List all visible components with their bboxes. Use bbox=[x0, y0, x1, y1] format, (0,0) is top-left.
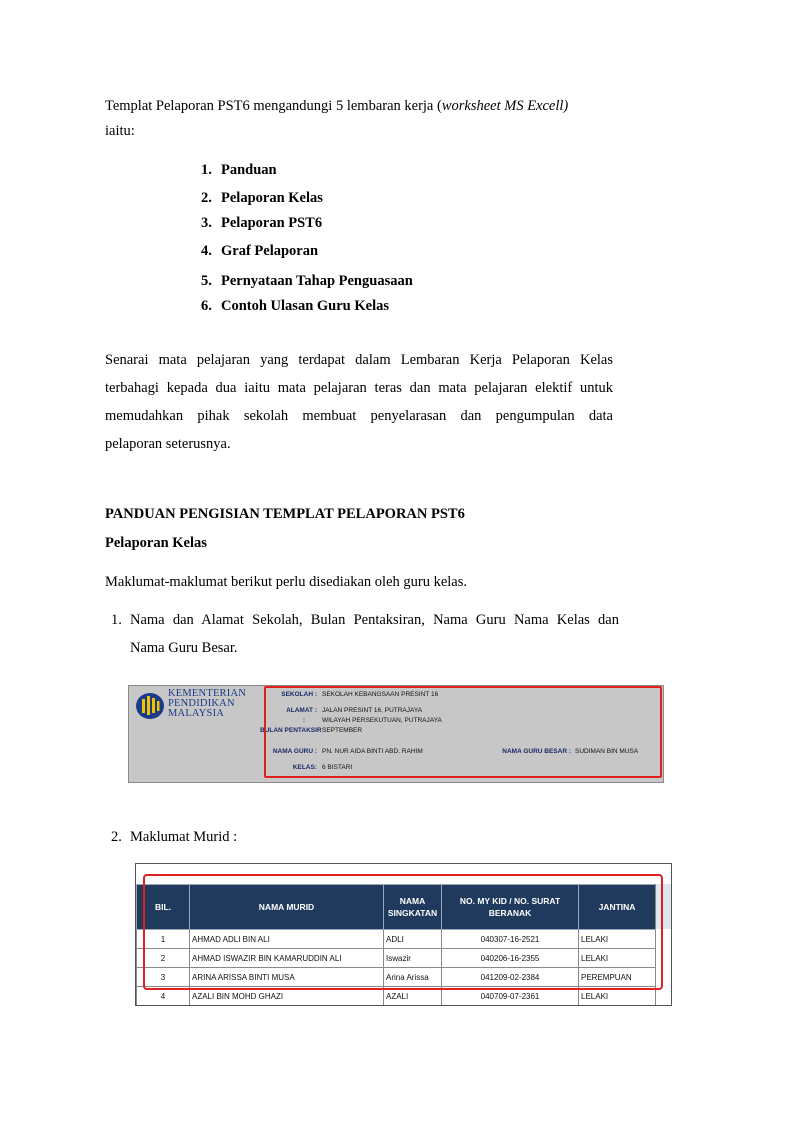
list-item: 5. Pernyataan Tahap Penguasaan bbox=[201, 273, 413, 289]
list-item: 1. Panduan bbox=[201, 162, 277, 178]
intro-line-1 bbox=[105, 92, 568, 120]
section-heading: PANDUAN PENGISIAN TEMPLAT PELAPORAN PST6 bbox=[105, 506, 465, 522]
sekolah-label: SEKOLAH : bbox=[281, 691, 317, 698]
nama-guru-besar-label: NAMA GURU BESAR : bbox=[502, 748, 571, 755]
item-1-number: 1. bbox=[111, 612, 122, 628]
alamat-value-2: WILAYAH PERSEKUTUAN, PUTRAJAYA bbox=[322, 717, 442, 724]
highlight-frame bbox=[143, 874, 663, 990]
table-row: 1 AHMAD ADLI BIN ALI ADLI 040307-16-2521 LELAKI bbox=[137, 930, 656, 949]
lead-text: Maklumat-maklumat berikut perlu disediakan oleh guru kelas. bbox=[105, 574, 467, 590]
table-row: 4 AZALI BIN MOHD GHAZI AZALI 040709-07-2361 LELAKI bbox=[137, 987, 656, 1006]
nama-guru-besar-value: SUDIMAN BIN MUSA bbox=[575, 748, 639, 755]
item-2-number: 2. bbox=[111, 829, 122, 845]
kelas-label: KELAS: bbox=[292, 764, 317, 771]
column-header: NAMA SINGKATAN bbox=[384, 885, 442, 930]
paragraph-subjects bbox=[105, 346, 613, 458]
school-header-screenshot bbox=[128, 685, 664, 783]
alamat-value-1: JALAN PRESINT 16, PUTRAJAYA bbox=[322, 707, 423, 714]
list-item: 6. Contoh Ulasan Guru Kelas bbox=[201, 298, 389, 314]
table-row: 2 AHMAD ISWAZIR BIN KAMARUDDIN ALI Iswazir 040206-16-2355 LELAKI bbox=[137, 949, 656, 968]
kpm-logo-icon bbox=[135, 692, 165, 720]
highlight-frame bbox=[264, 686, 662, 778]
item-2-text: Maklumat Murid : bbox=[130, 829, 238, 845]
intro-italic-text: worksheet MS Excell) bbox=[441, 98, 569, 114]
paragraph-line: memudahkan pihak sekolah membuat penyelarasan dan pengumpulan data bbox=[105, 408, 613, 424]
column-header: NO. MY KID / NO. SURAT BERANAK bbox=[442, 885, 579, 930]
list-item: 3. Pelaporan PST6 bbox=[201, 215, 323, 231]
item-1-text: Nama dan Alamat Sekolah, Bulan Pentaksiran, Nama Guru Nama Kelas dan Nama Guru Besar. bbox=[130, 612, 619, 656]
paragraph-line: terbahagi kepada dua iaitu mata pelajaran teras dan mata pelajaran elektif untuk bbox=[105, 380, 613, 396]
bulan-value: SEPTEMBER bbox=[322, 727, 363, 734]
intro-line-2: iaitu: bbox=[105, 123, 135, 139]
student-table-screenshot bbox=[135, 863, 672, 1006]
table-row: 3 ARINA ARISSA BINTI MUSA Arina Arissa 041209-02-2384 PEREMPUAN bbox=[137, 968, 656, 987]
list-item: 4. Graf Pelaporan bbox=[201, 243, 319, 259]
kelas-value: 6 BISTARI bbox=[322, 764, 353, 771]
column-header: NAMA MURID bbox=[190, 885, 384, 930]
sekolah-value: SEKOLAH KEBANGSAAN PRESINT 16 bbox=[322, 691, 439, 698]
alamat-separator: : bbox=[302, 717, 305, 724]
bulan-label: BULAN PENTAKSIR bbox=[260, 727, 322, 734]
paragraph-line: pelaporan seterusnya. bbox=[105, 436, 231, 452]
subheading: Pelaporan Kelas bbox=[105, 535, 207, 551]
paragraph-line: Senarai mata pelajaran yang terdapat dalam Lembaran Kerja Pelaporan Kelas bbox=[105, 352, 613, 368]
nama-guru-value: PN. NUR AIDA BINTI ABD. RAHIM bbox=[322, 748, 423, 755]
list-item: 2. Pelaporan Kelas bbox=[201, 190, 323, 206]
alamat-label: ALAMAT : bbox=[286, 707, 317, 714]
logo-wordmark: KEMENTERIAN PENDIDIKAN MALAYSIA bbox=[168, 688, 247, 719]
intro-text: Templat Pelaporan PST6 mengandungi 5 lembaran kerja ( bbox=[105, 98, 442, 114]
column-header: BIL. bbox=[137, 885, 190, 930]
column-header: JANTINA bbox=[579, 885, 656, 930]
nama-guru-label: NAMA GURU : bbox=[272, 748, 317, 755]
